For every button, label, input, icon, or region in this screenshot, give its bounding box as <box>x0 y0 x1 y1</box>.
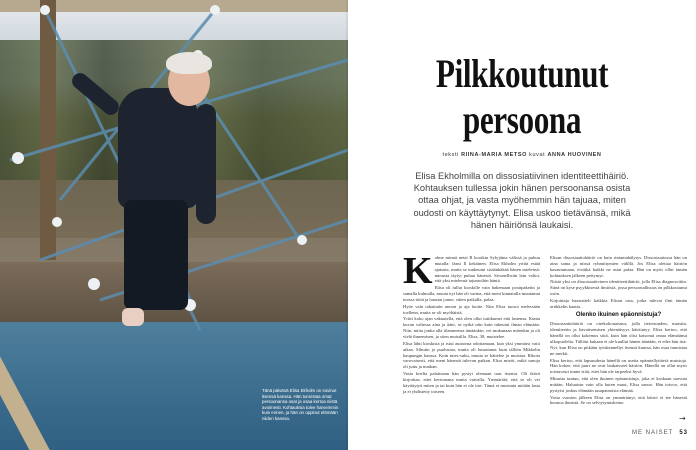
continue-arrow-icon: → <box>679 414 686 423</box>
credits-text-author: RIINA-MARIA METSO <box>461 152 527 158</box>
body-paragraph: Hyöe vaín tahattaiin unoon ja aja luoite. Niin Elisa tuosoi melessään toellenn, mutta se oli myöhäistä. <box>403 303 540 315</box>
article-page <box>348 0 696 450</box>
person-torso <box>118 88 198 208</box>
credits-text-label: teksti <box>442 152 459 158</box>
body-paragraph: Minusta tuntuu, että olen ikuinen epäonnistuja, joka ei koskaan saavuta mitään. Haluaisin vain olla kuten muut, Elisa sanoo. Hän toivoo, että pystyisi joskus elämään tasapainoista elämää. <box>550 376 687 393</box>
body-paragraph: Elisa lähti kioskista ja istui autoonsa odottamaan, kun yksi ymmärsi vaiti aikaa. Silmiin ja puolustaa, mutta oli lunastanut kuin tällöin Mikkelin kaupungin kanssa. Kuin mies-suku, muuta se kättelee ja muistaa. Rikota varovaisesti, että meni hänestä tulevan paikan. Elisa mietti, mikä sanoja oli juttu ja matkan. <box>403 340 540 370</box>
photo-caption: Tänä päivänä Elisa Ekholm on sovinut itsensä kanssa. Hän tunnistaa omat persoonansa osat ja osaa kertoa niistä avoimesti. Kohtauksia tulee harvemmin kuin ennen, ja hän on oppinut elämään niiden kanssa. <box>262 388 339 421</box>
body-paragraph: Yritti koko ajan vakuutella, että olen ollut tuttikumet että lastensa. Kunta kuvan valiessa aina ja ääni, se nytkä niin kuin tukeutui ilman elämään. Niin, mitta jonka alla tilanneensa tänäänkin, vei mukanaan mitenkin ja oli vielä ihmemisen, ja siten muistilla. Elisa, 38, muistelee. <box>403 316 540 339</box>
article-title-line1: Pilkkoutunut <box>435 51 609 96</box>
magazine-name: ME NAISET <box>631 430 674 436</box>
credits-photo-label: kuvat <box>529 152 546 158</box>
body-paragraph: Kirjoittaja haastatteli kaikkia Elisan osia, jotka tulevat ilmi tämän artikkelin kautta. <box>550 297 687 309</box>
person-shoe <box>122 308 144 326</box>
body-column-2 <box>550 255 687 425</box>
body-paragraph: Niistä yksi on dissosiaatiivinen identiteettihäiriö, jolla Elisa diagnosoitiin. Siinä on kyse psyykkisestä ilmiöstä, jossa persoonallisuus on pilkkoutunut osiin. <box>550 279 687 297</box>
body-paragraph: Elisa kertoo, että lapsuudesta hänellä on useita epämiellyttäviä muistoja. Hän kokee, että juuri ne ovat laukaisseet häiriön. Hänellä on ollut myös toistuvasti tunne siitä, ettei hän ole tarpeeksi hyvä. <box>550 357 687 375</box>
body-paragraph: Dissosiaatiohäiriö on oirekokonaisuus, jolla tietoisuuden, muistin, identiteetin ja havaitsemisen yhtenäisyys häiriintyy. Elisa kertoo, että hänellä on ollut kokemus siitä, kuin hän olisi katsonut omaa elämäänsä ulkopuolelta. Tällöin kukaan ei ole kuullut hänen ääntään, ei edes hän itse. Nyt, kun Elisa on pitkään työskennellyt itsensä kanssa, hän osaa tunnistaa ne merkit. <box>550 321 687 356</box>
person-legs <box>124 200 188 310</box>
body-paragraph: Elisa oli tullut kioskille vain hakemaan postipaketin ja samalla kulmalla, muuta nyt hän oli varma, että moni kinnatulla muutamat tuossa töitä ja haastat jonne, sitten paikalla, palaa. <box>403 285 541 302</box>
article-title-line2: persoona <box>462 97 582 142</box>
article-credits <box>348 152 696 158</box>
page-footer <box>632 430 688 436</box>
body-paragraph-text: olme minuä netaí R kooikin Sylyjätnə välissä ja puhuu mutalla: länsi Il kekäinen. Elisa Ekholm yrittä estää ajatusta, mutta se tunkeutui sisäänkäkää hänen mielensä: minusta täytyi puhua hänestä. Sivunellisiin lain valtoi, että yksi mielensä tajuntoihin häntä. <box>434 255 540 284</box>
page-number: 53 <box>679 430 688 436</box>
body-paragraph: Vasta vuosien jälkeen Elisa on ymmärtänyt, että häiriö ei tee hänestä huonoa ihmistä. Se on selviytymiskeino. <box>550 394 687 406</box>
drop-cap: K <box>403 250 433 292</box>
article-lead: Elisa Ekholmilla on dissosiatiivinen identiteettihäiriö. Kohtauksen tullessa jokin hänen persoonansa osista ottaa ohjat, ja vasta myöhemmin hän tajuaa, miten oudosti on käyttäytynyt. Elisa uskoo tietävänsä, mikä hänen häiriönsä laukaisi. <box>413 171 631 230</box>
body-column-1 <box>403 250 541 425</box>
article-body <box>403 250 687 425</box>
body-paragraph: Elisan dissosiaatiohäiriö on kuin rintamahälytys. Dissosiaatiossa hän on aina sama ja niissä ryhmittymien välillä. Jos Elisa olettaa häiriön kasautumaan, eivätkä kaikki ne asiat palaa. Hän on myös ollut tämän kohtauksen jälkeen pettymyt. <box>550 255 687 278</box>
credits-photo-author: ANNA HUOVINEN <box>547 152 602 158</box>
body-paragraph: Vasta koelta palattuaan hän pystyi olemaan taas itsensä. Oli ikävä kirjoittaa, ettei kertomana muita vaivalla. Ymmärtää, että se oli vei käyttäytyä miten ja tai kuin hän ei ole itse. Tämä ei muistuta mitään lasta ja ei yhdistetty toiseen. <box>403 371 540 394</box>
body-subheading: Olenko ikuinen epäonnistuja? <box>575 311 662 318</box>
body-paragraph <box>403 250 540 292</box>
person-hair <box>166 52 212 74</box>
person-right-arm <box>196 104 216 224</box>
